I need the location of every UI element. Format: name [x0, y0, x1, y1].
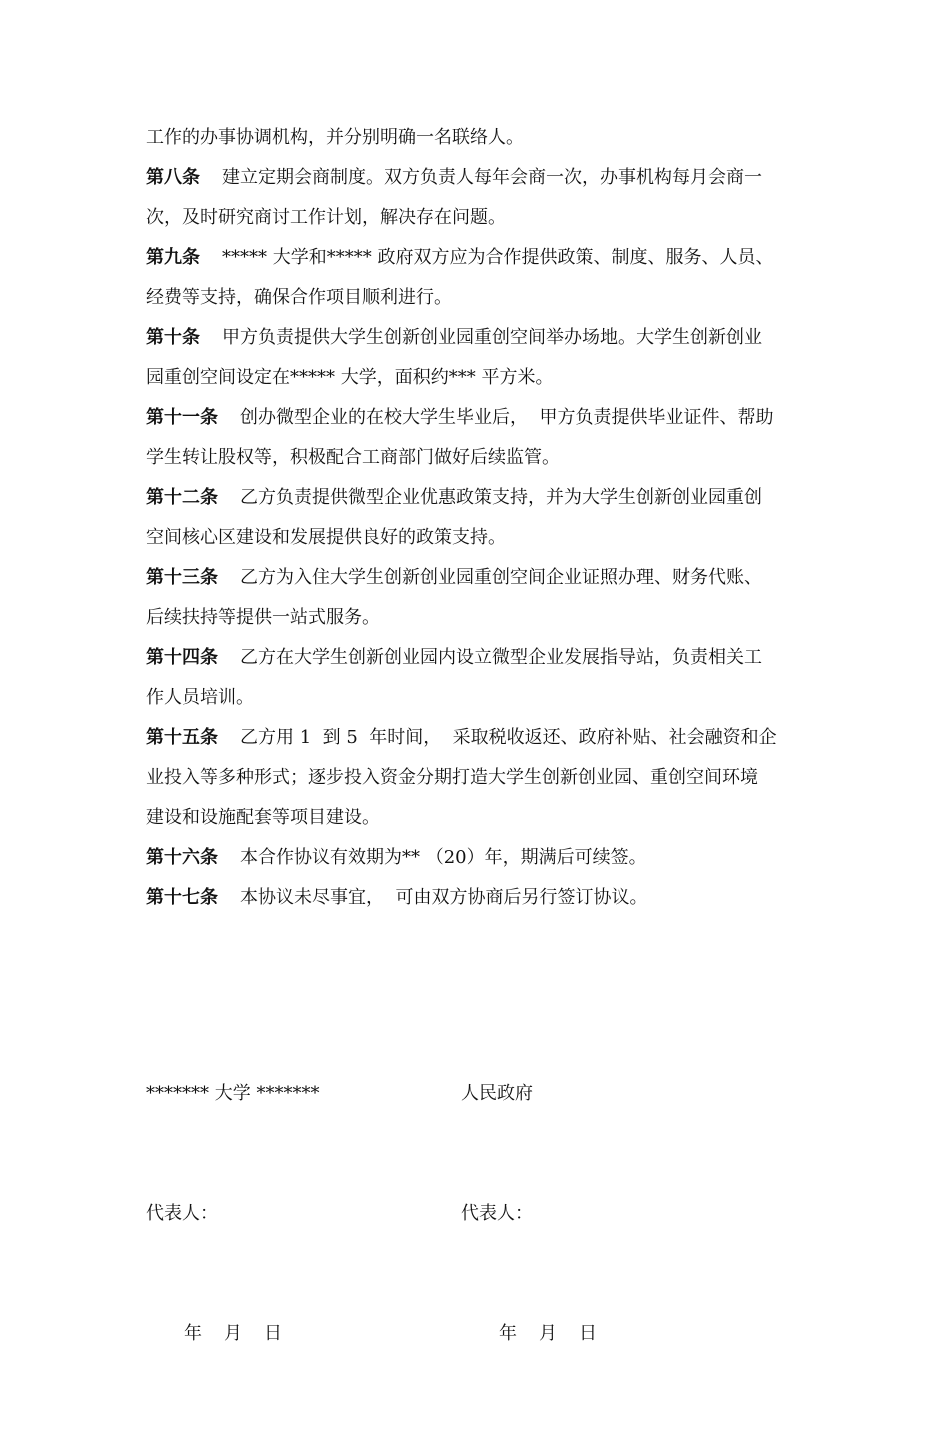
article-label: 第十五条	[146, 727, 218, 748]
article-12	[146, 478, 810, 518]
text-line	[146, 598, 810, 638]
line-text: 作人员培训。	[146, 687, 254, 708]
party-name: ******* 大学 *******	[146, 1083, 320, 1104]
text-line	[146, 438, 810, 478]
line-text: 建设和设施配套等项目建设。	[146, 807, 380, 828]
article-label: 第十四条	[146, 647, 218, 668]
article-label: 第十七条	[146, 887, 218, 908]
date-month: 月	[224, 1323, 242, 1344]
article-label: 第九条	[146, 247, 200, 268]
article-11	[146, 398, 810, 438]
article-17	[146, 878, 810, 918]
article-text: 乙方负责提供微型企业优惠政策支持，并为大学生创新创业园重创	[240, 487, 762, 508]
article-text: 建立定期会商制度。双方负责人每年会商一次，办事机构每月会商一	[222, 167, 762, 188]
article-text: 乙方用 1 到 5 年时间， 采取税收返还、政府补贴、社会融资和企	[240, 727, 777, 748]
text-line	[146, 118, 810, 158]
article-text: 本合作协议有效期为** （20）年，期满后可续签。	[240, 847, 647, 868]
date-year: 年	[184, 1323, 202, 1344]
text-line	[146, 278, 810, 318]
signature-date	[146, 1314, 319, 1354]
text-line	[146, 198, 810, 238]
line-text: 空间核心区建设和发展提供良好的政策支持。	[146, 527, 506, 548]
article-16	[146, 838, 810, 878]
party-name: 人民政府	[461, 1083, 533, 1104]
line-text: 园重创空间设定在***** 大学，面积约*** 平方米。	[146, 367, 554, 388]
article-label: 第十二条	[146, 487, 218, 508]
article-text: 本协议未尽事宜， 可由双方协商后另行签订协议。	[240, 887, 648, 908]
representative-label: 代表人：	[461, 1203, 533, 1224]
article-label: 第十三条	[146, 567, 218, 588]
article-text: ***** 大学和***** 政府双方应为合作提供政策、制度、服务、人员、	[222, 247, 774, 268]
text-line	[146, 798, 810, 838]
representative-label: 代表人：	[146, 1203, 218, 1224]
signature-block-university	[146, 994, 319, 1434]
date-month: 月	[539, 1323, 557, 1344]
article-label: 第十六条	[146, 847, 218, 868]
agreement-body	[146, 118, 810, 918]
signature-block-government	[461, 994, 619, 1434]
date-day: 日	[264, 1323, 282, 1344]
article-text: 乙方为入住大学生创新创业园重创空间企业证照办理、财务代账、	[240, 567, 762, 588]
article-9	[146, 238, 810, 278]
article-14	[146, 638, 810, 678]
article-10	[146, 318, 810, 358]
article-text: 创办微型企业的在校大学生毕业后， 甲方负责提供毕业证件、帮助	[240, 407, 774, 428]
text-line	[146, 518, 810, 558]
signature-date	[461, 1314, 619, 1354]
text-line	[146, 678, 810, 718]
date-day: 日	[579, 1323, 597, 1344]
date-year: 年	[499, 1323, 517, 1344]
line-text: 后续扶持等提供一站式服务。	[146, 607, 380, 628]
line-text: 工作的办事协调机构，并分别明确一名联络人。	[146, 127, 524, 148]
article-text: 甲方负责提供大学生创新创业园重创空间举办场地。大学生创新创业	[222, 327, 762, 348]
article-15	[146, 718, 810, 758]
article-label: 第十一条	[146, 407, 218, 428]
article-label: 第八条	[146, 167, 200, 188]
article-13	[146, 558, 810, 598]
article-label: 第十条	[146, 327, 200, 348]
text-line	[146, 358, 810, 398]
text-line	[146, 758, 810, 798]
line-text: 次，及时研究商讨工作计划，解决存在问题。	[146, 207, 506, 228]
line-text: 经费等支持，确保合作项目顺利进行。	[146, 287, 452, 308]
line-text: 学生转让股权等，积极配合工商部门做好后续监管。	[146, 447, 560, 468]
article-text: 乙方在大学生创新创业园内设立微型企业发展指导站，负责相关工	[240, 647, 762, 668]
line-text: 业投入等多种形式；逐步投入资金分期打造大学生创新创业园、重创空间环境	[146, 767, 758, 788]
article-8	[146, 158, 810, 198]
